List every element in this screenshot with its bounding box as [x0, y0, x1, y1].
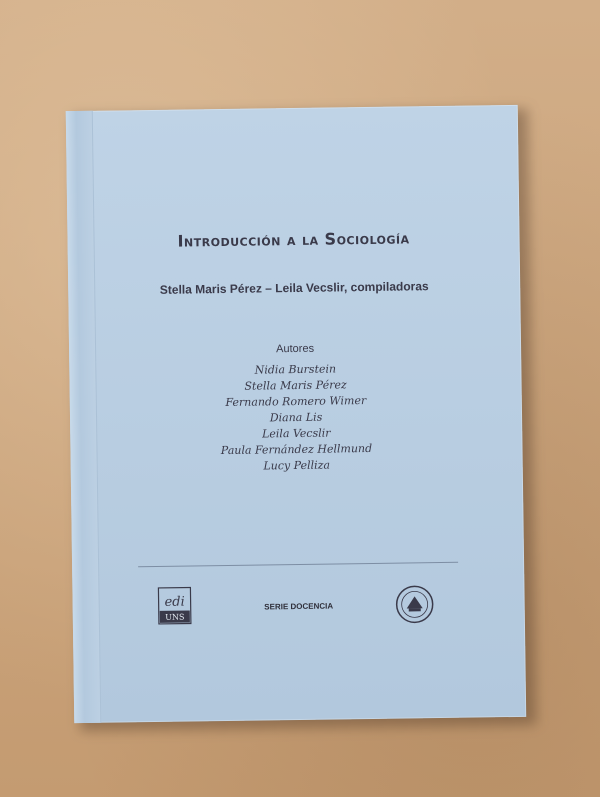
divider-line [138, 562, 458, 567]
book-editors: Stella Maris Pérez – Leila Vecslir, compiladoras [159, 279, 429, 297]
series-label: SERIE DOCENCIA [264, 601, 334, 612]
authors-heading: Autores [276, 342, 315, 356]
author-name: Stella Maris Pérez [244, 378, 347, 393]
book-cover [66, 105, 527, 723]
edi-logo-text: edi [164, 594, 185, 610]
uns-logo-text: UNS [165, 612, 185, 622]
author-name: Diana Lis [269, 410, 323, 425]
author-name: Leila Vecslir [261, 426, 331, 441]
author-name: Paula Fernández Hellmund [220, 441, 373, 458]
book-title: Introducción a la Sociología [177, 228, 410, 251]
author-name: Fernando Romero Wimer [225, 394, 367, 409]
author-name: Lucy Pelliza [263, 458, 331, 473]
author-name: Nidia Burstein [254, 362, 337, 377]
university-seal [394, 584, 435, 625]
authors-list [69, 359, 523, 477]
